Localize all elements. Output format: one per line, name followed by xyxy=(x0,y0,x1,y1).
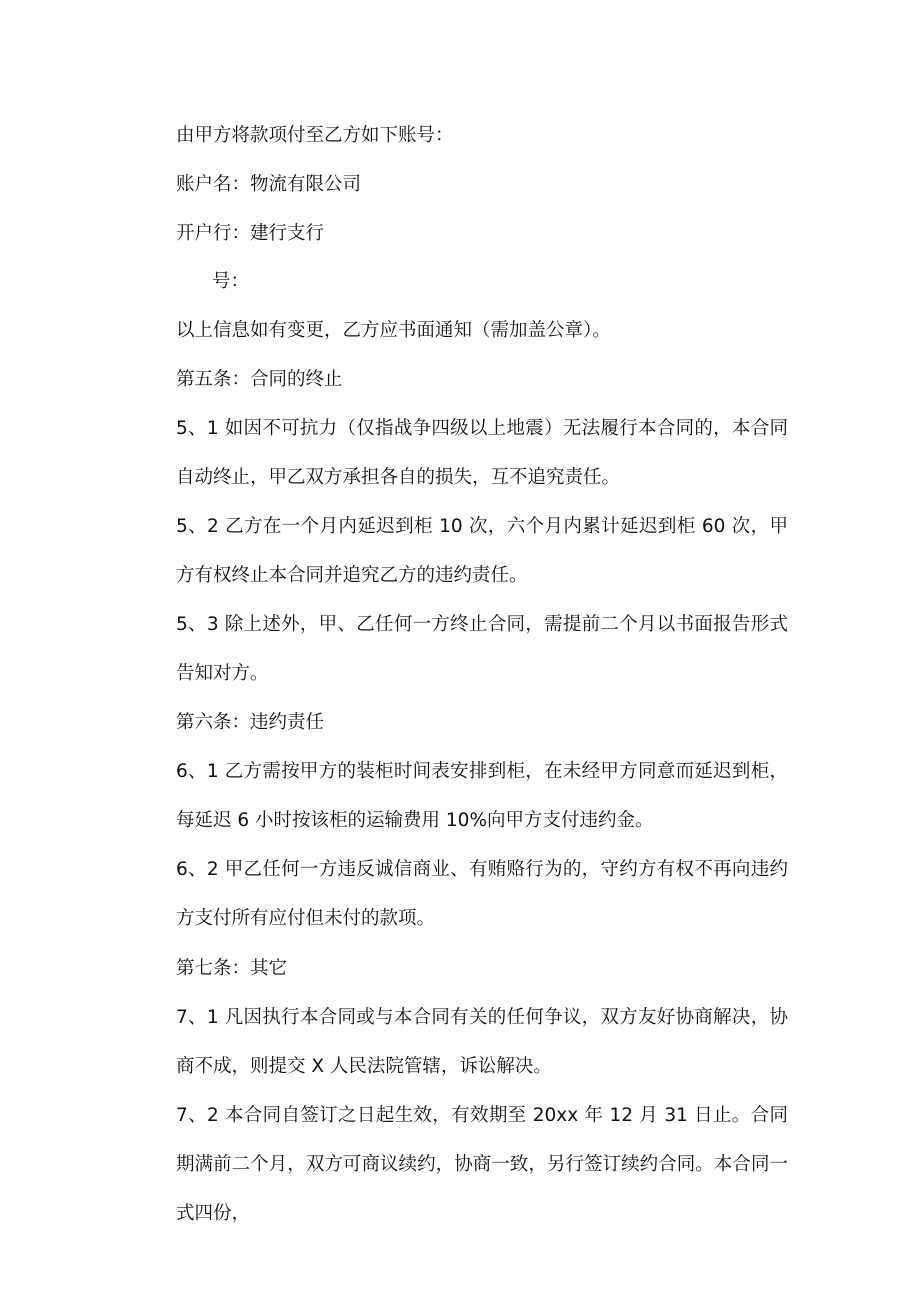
clause-7-1: 7、1 凡因执行本合同或与本合同有关的任何争议，双方友好协商解决，协商不成，则提交 X 人民法院管辖，诉讼解决。 xyxy=(176,1007,788,1077)
clause-6-2: 6、2 甲乙任何一方违反诚信商业、有贿赂行为的，守约方有权不再向违约方支付所有应付但未付的款项。 xyxy=(176,859,788,929)
account-name: 账户名：物流有限公司 xyxy=(176,174,362,195)
bank-branch: 开户行：建行支行 xyxy=(176,223,325,244)
article-6-title: 第六条：违约责任 xyxy=(176,712,325,733)
change-notice: 以上信息如有变更，乙方应书面通知（需加盖公章）。 xyxy=(176,320,611,341)
clause-5-1: 5、1 如因不可抗力（仅指战争四级以上地震）无法履行本合同的，本合同自动终止，甲乙双方承担各自的损失，互不追究责任。 xyxy=(176,418,788,488)
article-7-title: 第七条：其它 xyxy=(176,958,288,979)
clause-6-1: 6、1 乙方需按甲方的装柜时间表安排到柜，在未经甲方同意而延迟到柜，每延迟 6 小时按该柜的运输费用 10%向甲方支付违约金。 xyxy=(176,761,788,831)
clause-7-2: 7、2 本合同自签订之日起生效，有效期至 20xx 年 12 月 31 日止。合同期满前二个月，双方可商议续约，协商一致，另行签订续约合同。本合同一式四份， xyxy=(176,1105,788,1224)
clause-5-3: 5、3 除上述外，甲、乙任何一方终止合同，需提前二个月以书面报告形式告知对方。 xyxy=(176,614,788,684)
account-number: 号： xyxy=(212,271,250,292)
payment-instruction: 由甲方将款项付至乙方如下账号： xyxy=(176,125,454,146)
article-5-title: 第五条：合同的终止 xyxy=(176,369,343,390)
clause-5-2: 5、2 乙方在一个月内延迟到柜 10 次，六个月内累计延迟到柜 60 次，甲方有权终止本合同并追究乙方的违约责任。 xyxy=(176,516,788,586)
